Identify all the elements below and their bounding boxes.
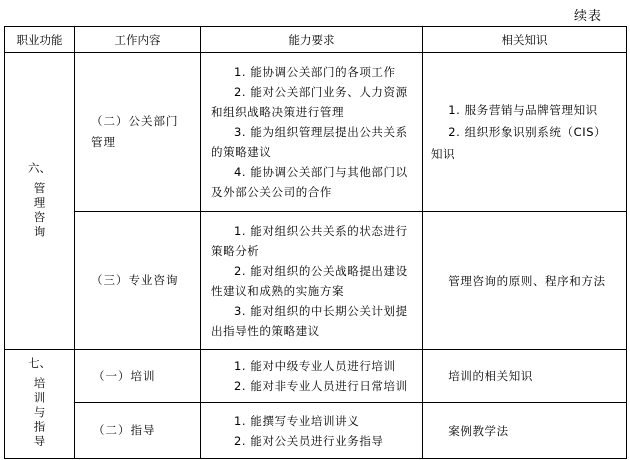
requirement-item: 2. 能对非专业人员进行日常培训	[234, 379, 408, 393]
requirement-item: 4. 能协调公关部门与其他部门以及外部公关公司的合作	[211, 165, 408, 199]
knowledge-cell	[423, 350, 627, 403]
task-name: （二）指导	[93, 423, 156, 437]
requirement-item: 2. 能对公关部门业务、人力资源和组织战略决策进行管理	[211, 85, 408, 119]
table-row	[5, 403, 627, 459]
requirements-cell	[201, 212, 423, 350]
requirement-item: 3. 能为组织管理层提出公共关系的策略建议	[211, 125, 408, 159]
task-cell	[75, 53, 201, 212]
header-requirements: 能力要求	[201, 27, 423, 53]
requirement-item: 2. 能对公关员进行业务指导	[234, 433, 384, 448]
table-row	[5, 350, 627, 403]
requirement-item: 1. 能对组织公共关系的状态进行策略分析	[211, 223, 408, 258]
task-name: （三）专业咨询	[91, 273, 179, 287]
knowledge-cell	[423, 212, 627, 350]
task-name: （二）公关部门管理	[91, 114, 179, 149]
requirement-item: 1. 能协调公关部门的各项工作	[234, 65, 396, 79]
requirements-cell	[201, 350, 423, 403]
knowledge-item: 培训的相关知识	[448, 369, 533, 383]
requirement-item: 1. 能对中级专业人员进行培训	[234, 359, 396, 373]
header-knowledge: 相关知识	[423, 27, 627, 53]
knowledge-cell	[423, 403, 627, 459]
function-name: 培训与指导	[32, 377, 47, 450]
table-row	[5, 53, 627, 212]
requirements-cell	[201, 53, 423, 212]
requirement-item: 1. 能撰写专业培训讲义	[234, 413, 360, 428]
knowledge-cell	[423, 53, 627, 212]
knowledge-item: 管理咨询的原则、程序和方法	[448, 273, 606, 288]
continued-caption: 续表	[573, 9, 602, 24]
function-number: 六、	[28, 160, 51, 175]
header-function: 职业功能	[5, 27, 75, 53]
knowledge-item: 2. 组织形象识别系统（CIS）知识	[431, 125, 607, 161]
task-name: （一）培训	[93, 368, 156, 383]
function-cell	[5, 350, 75, 459]
table-row	[5, 212, 627, 350]
function-number: 七、	[28, 356, 51, 371]
header-task: 工作内容	[75, 27, 201, 53]
requirements-cell	[201, 403, 423, 459]
function-cell	[5, 53, 75, 350]
task-cell	[75, 350, 201, 403]
function-name: 管理咨询	[32, 181, 47, 240]
task-cell	[75, 212, 201, 350]
competency-table	[4, 26, 627, 459]
requirement-item: 3. 能对组织的中长期公关计划提出指导性的策略建议	[211, 303, 408, 338]
requirement-item: 2. 能对组织的公关战略提出建设性建议和成熟的实施方案	[211, 263, 408, 298]
knowledge-item: 1. 服务营销与品牌管理知识	[448, 103, 598, 117]
header-row	[5, 27, 627, 53]
task-cell	[75, 403, 201, 459]
knowledge-item: 案例教学法	[448, 423, 509, 438]
